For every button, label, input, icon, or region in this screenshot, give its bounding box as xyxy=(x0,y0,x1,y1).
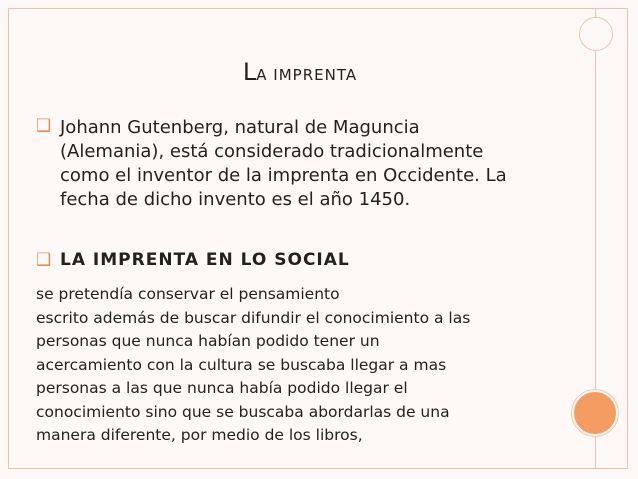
body-paragraph xyxy=(36,283,556,448)
paragraph-line: se pretendía conservar el pensamiento xyxy=(36,285,340,303)
paragraph-line: conocimiento sino que se buscaba abordarlas de una xyxy=(36,402,450,421)
bullet-icon: ❑ xyxy=(36,116,52,136)
title-rest: A IMPRENTA xyxy=(256,66,358,84)
bullet-heading: LA IMPRENTA EN LO SOCIAL xyxy=(60,250,350,270)
decorative-orange-circle xyxy=(572,390,618,436)
bullet-text: Johann Gutenberg, natural de Maguncia (Alemania), está considerado tradicionalmente como el inventor de la imprenta en Occidente. La fecha de dicho invento es el año 1450. xyxy=(60,117,507,210)
bullet-item-social xyxy=(36,250,350,270)
title-first-letter: L xyxy=(242,58,257,86)
bullet-item-gutenberg xyxy=(36,116,520,212)
slide-title xyxy=(0,58,600,86)
paragraph-line: manera diferente, por medio de los libros, xyxy=(36,426,363,444)
paragraph-line: personas a las que nunca había podido llegar el xyxy=(36,379,408,397)
decorative-outline-circle xyxy=(579,17,613,51)
paragraph-line: personas que nunca habían podido tener un xyxy=(36,332,380,350)
paragraph-line: acercamiento con la cultura se buscaba llegar a mas xyxy=(36,355,447,374)
bullet-icon: ❑ xyxy=(36,250,52,270)
paragraph-line: escrito además de buscar difundir el conocimiento a las xyxy=(36,308,471,327)
